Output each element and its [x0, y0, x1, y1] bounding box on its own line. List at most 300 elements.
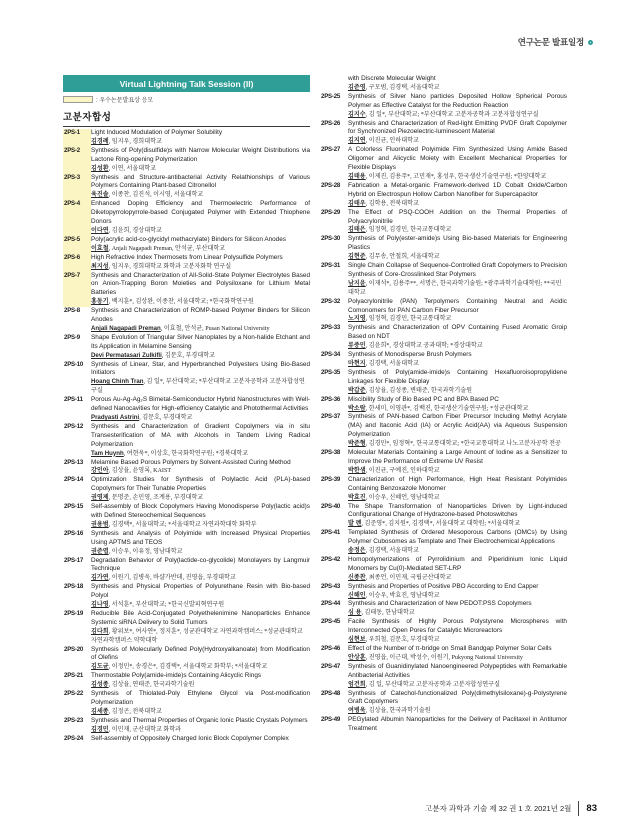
- program-entry: [63, 174, 310, 201]
- entry-authors: [348, 111, 567, 120]
- program-entry: [63, 557, 310, 584]
- entry-title: Self-assembly of Oppositely Charged Ionic Block Copolymer Complex: [91, 734, 289, 742]
- entry-lead-author: 최지성: [91, 262, 109, 270]
- entry-authors: [348, 440, 567, 449]
- entry-coauthors: , 김경택*, 서울대학교; *서울대학교 자연과학대학 화학부: [108, 521, 257, 528]
- program-entry: [63, 717, 310, 735]
- entry-id: 2PS-14: [64, 476, 84, 484]
- entry-lead-author: 홍동기: [91, 298, 109, 306]
- entry-id: 2PS-7: [63, 272, 91, 308]
- entry-authors: [348, 200, 567, 209]
- entry-title: PEGylated Albumin Nanoparticles for the Delivery of Paclitaxel in Antitumor Treatment: [348, 716, 567, 733]
- entry-lead-author: 김현준: [348, 253, 366, 261]
- entry-authors: [348, 547, 567, 556]
- entry-authors: [91, 726, 310, 735]
- entry-authors: [91, 245, 310, 254]
- award-highlight-swatch: [63, 96, 93, 103]
- entry-title: Templated Synthesis of Ordered Mesoporous Carbons (OMCs) by Using Polymer Cubosomes as Template and Their Electrochemical Applications: [348, 529, 567, 546]
- entry-coauthors: , 이민재, 군산대학교 화학과: [108, 726, 182, 733]
- program-entry: [320, 369, 567, 396]
- entry-title: Synthesis of Linear, Star, and Hyperbranched Polyesters Using Bio-Based Initiators: [91, 360, 310, 377]
- entry-authors: [91, 494, 310, 503]
- entry-lead-author: 이효철: [91, 244, 109, 252]
- entry-title: Synthesis and Characterization of New PEDOT:PSS Copolymers: [348, 600, 532, 608]
- entry-coauthors: , 이승우, 박효진, 영남대학교: [365, 592, 440, 599]
- program-entry: [320, 262, 567, 298]
- entry-id: 2PS-44: [321, 600, 341, 608]
- entry-coauthors: , 김상율, 김성종, 변태준, 한국과학기술원: [365, 387, 473, 394]
- entry-title: Fabrication a Metal-organic Framework-derived 1D Cobalt Oxide/Carbon Hybrid on Electrospun Hollow Carbon Nanofiber for Supercapacitor: [348, 181, 567, 198]
- entry-coauthors: , 김 일*, 부산대학교; *부산대학교 고분자공학과 고분자합성연구실: [91, 379, 305, 395]
- entry-id: 2PS-32: [321, 297, 341, 305]
- entry-id: 2PS-42: [321, 555, 341, 563]
- entry-title: Thermostable Poly(amide-imide)s Containing Alicyclic Rings: [91, 672, 262, 680]
- entry-coauthors: , 김윤희*, 경상대학교 공과대학; *경상대학교: [365, 343, 483, 350]
- entry-id: 2PS-37: [321, 413, 341, 421]
- program-entry: [63, 690, 310, 717]
- entry-lead-author: 김도균: [91, 663, 109, 671]
- program-entry: [63, 672, 310, 690]
- page-number: 83: [586, 803, 597, 814]
- program-entry: [320, 396, 567, 414]
- entry-lead-author: 김세종: [91, 707, 109, 715]
- entry-id: 2PS-46: [321, 645, 341, 652]
- entry-id: 2PS-38: [321, 449, 341, 457]
- entry-authors: [91, 521, 310, 530]
- entry-lead-author: 강인아: [91, 467, 109, 475]
- entry-id: 2PS-21: [64, 672, 84, 680]
- entry-title: Synthesis of Molecularly Defined Poly(Hydroxyalkanoate) from Modification of Olefins: [91, 645, 310, 662]
- entry-authors: [348, 609, 567, 618]
- right-column: [320, 75, 567, 744]
- entry-authors: [348, 494, 567, 503]
- program-entry: [63, 646, 310, 673]
- program-entry: [320, 583, 567, 601]
- entry-id: 2PS-31: [321, 262, 341, 270]
- entry-lead-author: 김준영: [348, 83, 366, 91]
- program-entry: [320, 716, 567, 734]
- entry-authors: [91, 298, 310, 307]
- entry-lead-author: 김태우: [348, 199, 366, 207]
- entry-id: 2PS-3: [63, 174, 91, 201]
- entry-lead-author: Devi Permatasari Zulkifli: [91, 351, 162, 359]
- entry-lead-author: 신해인: [348, 591, 366, 599]
- session-title-bar: [63, 75, 310, 92]
- entry-authors: [348, 707, 567, 716]
- entry-authors: [348, 137, 567, 146]
- entry-title: Synthesis and Characterization of OPV Containing Fused Aromatic Groip Based on NDT: [348, 324, 567, 341]
- entry-coauthors: , 김준영*, 김지원*, 김경택*, 서울대학교 대학원; *서울대학교: [361, 521, 521, 528]
- entry-authors: [348, 387, 567, 396]
- program-entry: [320, 324, 567, 351]
- program-entry: [63, 307, 310, 334]
- program-entry: [320, 529, 567, 556]
- entry-coauthors: , 한세미, 이영관*, 김백진, 한국생산기술연구원; *성균관대학교: [365, 405, 529, 412]
- entry-title-continuation: with Discrete Molecular Weight: [348, 75, 436, 82]
- program-entry: [320, 298, 567, 325]
- entry-id: 2PS-26: [321, 119, 341, 127]
- entry-authors: [348, 654, 567, 663]
- entry-lead-author: 김지수: [348, 110, 366, 118]
- entry-title: Synthesis and Characterization of ROMP-based Polymer Binders for Silicon Anodes: [91, 307, 310, 324]
- entry-lead-author: 김성환: [91, 164, 109, 172]
- entry-lead-author: 김경민: [91, 725, 109, 733]
- entry-coauthors: , 임지우, 경희대학교: [108, 138, 162, 145]
- entry-coauthors: , 이정민*, 송경은*, 김경택*, 서울대학교 화학부; *서울대학교: [108, 664, 268, 671]
- entry-lead-author: 엄건희: [348, 680, 366, 688]
- footer-divider: [578, 801, 579, 816]
- entry-coauthors: , 이원기, 김병욱, 바샬가반데, 진영읍, 부경대학교: [108, 575, 236, 582]
- entry-authors: [91, 227, 310, 236]
- program-entry: [63, 272, 310, 308]
- entry-lead-author: 권용범: [91, 520, 109, 528]
- entry-title: Molecular Materials Containing a Large Amount of Iodine as a Sensitizer to Improve the Performance of Extreme UV Resist: [348, 449, 567, 465]
- entry-authors: [91, 574, 310, 583]
- entry-title: Synthesis and Characterization of Gradient Copolymers via in situ Transesterification of MA with Alcohols in Tandem Living Radical Polymerization: [91, 422, 310, 448]
- program-entry: [63, 735, 310, 744]
- entry-id: 2PS-18: [64, 583, 84, 591]
- program-entry: [320, 476, 567, 503]
- entry-authors: [348, 280, 567, 298]
- entry-authors: [91, 628, 310, 646]
- entry-authors: [91, 191, 310, 200]
- entry-authors: [348, 681, 567, 690]
- entry-id: 2PS-19: [64, 609, 84, 617]
- award-legend: [63, 95, 310, 104]
- entry-lead-author: 박한샘: [348, 466, 366, 474]
- entry-lead-author: 남지윤: [348, 279, 366, 287]
- entry-title: Synthesis of Catechol-functionalized Poly(dimethylsiloxane)-g-Polystyrene Graft Copolymers: [348, 689, 567, 706]
- entry-coauthors: , 김경택, 서울대학교: [365, 548, 419, 555]
- program-entry: [63, 610, 310, 646]
- entry-id: 2PS-49: [321, 716, 341, 724]
- program-entry: [63, 503, 310, 530]
- entry-title: High Refractive Index Thermosets from Linear Polysulfide Polymers: [91, 253, 283, 261]
- entry-title: Synthesis of Monodisperse Brush Polymers: [348, 351, 472, 359]
- program-entry: [320, 449, 567, 476]
- entry-coauthors: , Anjali Nagapadi Preman, 안석균, 부산대학교: [108, 245, 226, 252]
- entry-id: 2PS-6: [63, 254, 91, 272]
- entry-title: Synthesis of Guanidinylated Nanoengineered Polypeptides with Remarkable Antibacterial Activities: [348, 662, 567, 679]
- entry-coauthors: , 김윤희, 경상대학교: [108, 227, 162, 234]
- program-entry: [320, 146, 567, 182]
- entry-id: 2PS-40: [321, 502, 341, 510]
- session-title: Virtual Lightning Talk Session (II): [119, 78, 254, 89]
- entry-id: 2PS-24: [64, 734, 84, 742]
- entry-title: Porous Au-Ag-Ag₂S Bimetal-Semiconductor Hybrid Nanostructures with Well-defined Nanocavities for High-efficiency Catalytic and Photothermal Activities: [91, 396, 310, 413]
- entry-lead-author: 권영제: [91, 494, 109, 502]
- program-entry: [320, 413, 567, 449]
- program-entry: [320, 182, 567, 209]
- entry-id: 2PS-34: [321, 351, 341, 359]
- program-entry: [320, 690, 567, 717]
- entry-coauthors: , 임지우, 경희대학교 화학과 고분자화학 연구실: [108, 263, 232, 270]
- entry-id: 2PS-35: [321, 368, 341, 376]
- entry-id: 2PS-33: [321, 324, 341, 332]
- entry-lead-author: Tam Huynh: [91, 449, 124, 457]
- entry-lead-author: 여병욱: [348, 707, 366, 715]
- entry-id: 2PS-12: [64, 422, 84, 430]
- entry-lead-author: 김지연: [348, 137, 366, 145]
- entry-id: 2PS-39: [321, 475, 341, 483]
- program-entry: [63, 254, 310, 272]
- entry-coauthors: , 임정혁, 김경민, 한국교통대학교: [365, 316, 452, 323]
- entry-title: Poly(acrylic acid-co-glycidyl methacrylate) Binders for Silicon Anodes: [91, 235, 286, 243]
- entry-authors: [91, 325, 310, 334]
- entry-title: Synthesis and Thermal Properties of Organic Ionic Plastic Crystals Polymers: [91, 716, 308, 724]
- entry-id-empty: [320, 75, 348, 93]
- entry-title: Polyacrylonitrile (PAN) Terpolymers Containing Neutral and Acidic Comonomers for PAN Carbon Fiber Precursor: [348, 297, 567, 314]
- program-entry: [320, 209, 567, 236]
- program-entry: [320, 600, 567, 618]
- entry-lead-author: 심현보: [348, 636, 366, 644]
- entry-coauthors: , 구모범, 김경택, 서울대학교: [365, 84, 440, 91]
- program-entry: [320, 618, 567, 645]
- entry-authors: [91, 138, 310, 147]
- entry-coauthors: , 김상율, 한국과학기술원: [365, 708, 431, 715]
- entry-coauthors: , 이연, 서울대학교: [108, 165, 156, 172]
- section-title: 고분자합성: [63, 112, 112, 123]
- entry-authors: [348, 574, 567, 583]
- entry-title: Single Chain Collapse of Sequence-Controlled Graft Copolymers to Precision Synthesis of Core-Crosslinked Star Polymers: [348, 262, 567, 278]
- entry-title: Synthesis and Properties of Positive PBO According to End Capper: [348, 582, 539, 590]
- entry-coauthors: , 여현욱*, 이상호, 한국화학연구원; *경북대학교: [123, 450, 249, 457]
- entry-id: 2PS-41: [321, 529, 341, 537]
- program-entry: [320, 93, 567, 120]
- entry-lead-author: 안상훈: [348, 653, 366, 661]
- entry-id: 2PS-8: [64, 307, 80, 315]
- entry-title: Synthesis and Physical Properties of Polyurethane Resin with Bio-based Polyol: [91, 583, 310, 600]
- program-entry: [320, 351, 567, 369]
- program-entry: [63, 129, 310, 147]
- page-header: [518, 36, 593, 48]
- entry-title: Miscibility Study of Bio Based PC and BPA Based PC: [348, 395, 499, 403]
- entry-authors: [348, 520, 567, 529]
- entry-coauthors: , 이제진, 김용주*, 고민재*, 홍성우, 한국생산기술연구원; *한양대학교: [365, 173, 547, 180]
- journal-info: 고분자 과학과 기술 제 32 권 1 호 2021년 2월: [425, 804, 572, 813]
- entry-lead-author: 권준엽: [91, 547, 109, 555]
- entry-coauthors: , 김무송, 안철희, 서울대학교: [365, 254, 440, 261]
- entry-authors: [91, 414, 310, 423]
- program-entry: [63, 200, 310, 236]
- entry-id: 2PS-28: [321, 181, 341, 189]
- entry-coauthors: , 이승우, 이유정, 영남대학교: [108, 548, 183, 555]
- entry-authors: [91, 601, 310, 610]
- entry-lead-author: 이다연: [91, 226, 109, 234]
- entry-title: Light Induced Modulation of Polymer Solubility: [91, 129, 223, 136]
- entry-lead-author: 김경례: [91, 137, 109, 145]
- entry-authors: [91, 352, 310, 361]
- entry-coauthors: , 김상율, 윤영록, KAIST: [108, 468, 172, 475]
- entry-lead-author: Anjali Nagapadi Preman: [91, 324, 161, 332]
- program-entry: [63, 334, 310, 361]
- entry-coauthors: , 우희철, 김문호, 부경대학교: [365, 637, 440, 644]
- program-entry: [63, 396, 310, 423]
- entry-lead-author: 김태은: [348, 226, 366, 234]
- entry-lead-author: 박소람: [348, 404, 366, 412]
- entry-id: 2PS-30: [321, 235, 341, 243]
- entry-title: Synthesis of Silver Nano particles Deposited Hollow Spherical Porous Polymer as Effective Catalyst for the Reduction Reaction: [348, 92, 567, 109]
- award-legend-label: : 우수논문발표상 응모: [96, 98, 154, 104]
- entry-coauthors: , 진영읍, 이근대, 박성수, 이원기, Pukyong National University: [365, 654, 523, 661]
- entry-id: 2PS-15: [64, 503, 84, 511]
- entry-coauthors: , 최종언, 이민재, 국립군산대학교: [365, 574, 452, 581]
- entry-coauthors: , 이진균, 구예진, 인하대학교: [365, 467, 440, 474]
- left-column: [63, 75, 310, 744]
- entry-id: 2PS-17: [64, 556, 84, 564]
- entry-coauthors: , 문명준, 손민영, 조계용, 부경대학교: [108, 495, 204, 502]
- entry-id: 2PS-47: [321, 662, 341, 670]
- entry-lead-author: 육진솔: [91, 191, 109, 199]
- entry-title: Synthesis of Poly(amide-imide)s Containing Hexafluoroisopropylidene Linkages for Flexible Display: [348, 368, 567, 385]
- page-footer: [425, 801, 597, 816]
- entry-coauthors: , 김태동, 한남대학교: [361, 610, 415, 617]
- entry-coauthors: , 김문호, 부경대학교: [139, 415, 193, 421]
- entry-coauthors: , 김정곤, 전북대학교: [108, 708, 162, 715]
- entry-authors: [348, 360, 567, 369]
- entry-id: 2PS-48: [321, 689, 341, 697]
- entry-authors: [348, 226, 567, 235]
- entry-coauthors: , 이효철, 안석균, Pusan National University: [160, 325, 270, 332]
- entry-lead-author: 박효진: [348, 493, 366, 501]
- entry-coauthors: , 김경택, 서울대학교: [365, 361, 419, 367]
- entry-id: 2PS-1: [63, 129, 91, 147]
- entry-authors: [91, 165, 310, 174]
- entry-title: Self-assembly of Block Copolymers Having Monodisperse Poly(lactic acid)s with Defined Stereochemical Sequences: [91, 503, 310, 519]
- entry-lead-author: 마현지: [348, 360, 366, 367]
- entries-right: [320, 93, 567, 734]
- entry-lead-author: 송정은: [348, 547, 366, 555]
- program-entry: [63, 361, 310, 397]
- entry-authors: [91, 708, 310, 717]
- entry-id: 2PS-10: [64, 360, 84, 368]
- entry-title: Characterization of High Performance, High Heat Resistant Polyimides Containing Benzoxazole Monomer: [348, 475, 567, 492]
- entry-authors: [348, 342, 567, 351]
- entry-id: 2PS-9: [64, 333, 80, 341]
- entry-authors: [348, 173, 567, 182]
- entry-id: 2PS-23: [64, 716, 84, 724]
- entry-id: 2PS-11: [64, 396, 83, 404]
- entry-title: Shape Evolution of Triangular Silver Nanoplates by a Non-halide Etchant and Its Application in Melamine Sensing: [91, 333, 310, 350]
- entry-title: Reducible Bile Acid-Conjugated Polyethelenimine Nanoparticles Enhance Systemic siRNA Delivery to Solid Tumors: [91, 609, 310, 626]
- entry-authors: [348, 636, 567, 645]
- entry-lead-author: 노지영: [348, 315, 366, 323]
- entry-authors: [348, 405, 567, 414]
- entry-title: Synthesis of Thiolated-Poly Ethylene Glycol via Post-modification Polymerization: [91, 690, 310, 706]
- entry-lead-author: 김다희: [91, 627, 109, 635]
- program-entry: [320, 663, 567, 690]
- entry-title: Synthesis and Characterization of All-Solid-State Polymer Electrolytes Based on Anion-Trapping Boron Moieties and Polysiloxane for Lithium Metal Batteries: [91, 271, 310, 297]
- entry-id: 2PS-22: [64, 690, 84, 698]
- entry-title: Synthesis of PAN-based Carbon Fiber Precursor Including Methyl Acrylate (MA) and Itaconic Acid (IA) or Acrylic Acid(AA) via Aqueous Suspension Polymerization: [348, 413, 567, 439]
- program-entry: [320, 556, 567, 583]
- entry-coauthors: , 김 일*, 부산대학교; *부산대학교 고분자공학과 고분자합성연구실: [365, 111, 539, 118]
- entry-title: Enhanced Doping Efficiency and Thermoelectric Performance of Diketopyrrolopyrrole-based Conjugated Polymer with Extended Thiophene Donors: [91, 200, 310, 226]
- entry-authors: [348, 592, 567, 601]
- entry-coauthors: , 황위보*, 여사연*, 정지훈*, 성균관대학교 자연과학캠퍼스; *성균관대학교 자연과학캠퍼스 약학대학: [91, 628, 303, 644]
- entry-lead-author: 김나영: [91, 601, 109, 609]
- entry-lead-author: 박갑준: [348, 386, 366, 394]
- entry-title: Melamine Based Porous Polymers by Solvent-Assisted Curing Method: [91, 458, 291, 466]
- entry-title: Synthesis and Structure-antibacterial Activity Relathionships of Various Polymers Containing Plant-based Citronellol: [91, 173, 310, 190]
- entry-coauthors: , 서석훈*, 부산대학교; *한국신발피혁연구원: [108, 602, 225, 609]
- entry-authors: [91, 450, 310, 459]
- entry-title: Synthesis and Analysis of Polyimide with Increased Physical Properties Using APTMS and TEOS: [91, 529, 310, 546]
- entry-authors: [348, 253, 567, 262]
- entry-lead-author: 김태용: [348, 172, 366, 180]
- entry-title: Effect of the Number of π-bridge on Small Bandgap Polymer Solar Cells: [348, 645, 552, 652]
- program-entry: [63, 583, 310, 610]
- entry-title: The Effect of PSQ-COOH Addition on the Thermal Properties of Polyacrylonitrile: [348, 208, 567, 225]
- entry-title: Homopolymerizations of Pyrrolidinium and Piperidinium Ionic Liquid Monomers by Cu(0)-Mediated SET-LRP: [348, 555, 567, 572]
- entry-lead-author: 심 용: [348, 609, 362, 617]
- entry-id: 2PS-29: [321, 208, 341, 216]
- entry-coauthors: , 이종찬, 김진석, 이시영, 서울대학교: [108, 192, 204, 199]
- program-entry: [63, 459, 310, 477]
- entry-coauthors: , 이재석*, 김용주**, 서명은, 한국과학기술원; *광주과학기술대학원; **국민대학교: [348, 280, 562, 296]
- section-rule: [63, 126, 310, 127]
- entry-lead-author: 김성종: [91, 681, 109, 689]
- entries-left: [63, 129, 310, 744]
- entry-coauthors: , 임정혁, 김경민, 한국교통대학교: [365, 227, 452, 234]
- page-header-label: 연구논문 발표일정: [517, 37, 584, 47]
- program-entry: [63, 147, 310, 174]
- entry-id: 2PS-25: [321, 92, 341, 100]
- entry-coauthors: , 이승우, 신혜언, 영남대학교: [365, 494, 440, 501]
- program-entry: [320, 235, 567, 262]
- program-entry: [320, 503, 567, 530]
- entry-continuation: [320, 75, 567, 93]
- entry-lead-author: 김가연: [91, 574, 109, 582]
- entry-id: 2PS-2: [63, 147, 91, 174]
- entry-id: 2PS-36: [321, 395, 341, 403]
- program-entry: [63, 236, 310, 254]
- entry-title: Synthesis of Poly(disulfide)s with Narrow Molecular Weight Distributions via Lactone Ring-opening Polymerization: [91, 146, 310, 163]
- entry-title: Synthesis and Characterization of Red-light Emitting PVDF Graft Copolymer for Synchronized Piezoelectric-luminescent Material: [348, 119, 567, 136]
- entry-lead-author: 류중민: [348, 342, 366, 350]
- entry-id: 2PS-13: [64, 458, 84, 466]
- entry-id: 2PS-16: [64, 529, 84, 537]
- entry-id: 2PS-5: [63, 236, 91, 254]
- entry-coauthors: , 백지훈*, 김상완, 이종찬, 서울대학교; *한국화학연구원: [108, 299, 254, 306]
- entry-id: 2PS-20: [64, 645, 84, 653]
- entry-lead-author: 발 렌: [348, 520, 362, 528]
- entry-title: Facile Synthesis of Highly Porous Polystyrene Microspheres with Interconnected Open Pores for Catalytic Microreactors: [348, 618, 567, 635]
- entry-title: Degradation Behavior of Poly(lactide-co-glycolide) Monolayers by Langmuir Technique: [91, 556, 310, 573]
- entry-authors: [91, 378, 310, 396]
- entry-authors: [91, 263, 310, 272]
- program-content: [63, 75, 567, 744]
- entry-lead-author: Hoang Chinh Tran: [91, 378, 144, 386]
- entry-title: Synthesis of Poly(ester-amide)s Using Bio-based Materials for Engineering Plastics: [348, 235, 567, 252]
- entry-title: Optimization Studies for Synthesis of Polylactic Acid (PLA)-based Copolymers for Their Tunable Properties: [91, 476, 310, 493]
- program-entry: [63, 423, 310, 459]
- entry-lead-author: 박준형: [348, 440, 366, 448]
- program-entry: [320, 120, 567, 147]
- program-entry: [63, 530, 310, 557]
- entry-authors: [348, 467, 567, 476]
- entry-coauthors: , 김 일, 부산대학교 고분자공학과 고분자합성연구실: [365, 681, 500, 688]
- schedule-bullet-icon: [588, 40, 593, 45]
- entry-authors: [348, 315, 567, 324]
- entry-authors: [91, 467, 310, 476]
- entry-authors: [91, 548, 310, 557]
- entry-coauthors: , 김상율, 연태준, 한국과학기술원: [108, 682, 195, 689]
- entry-authors: [91, 681, 310, 690]
- entry-coauthors: , 김문호, 부경대학교: [161, 352, 215, 359]
- entry-title: The Shape Transformation of Nanoparticles Driven by Light-induced Configurational Change of Hydrazone-based Photoswitches: [348, 502, 567, 519]
- program-entry: [63, 476, 310, 503]
